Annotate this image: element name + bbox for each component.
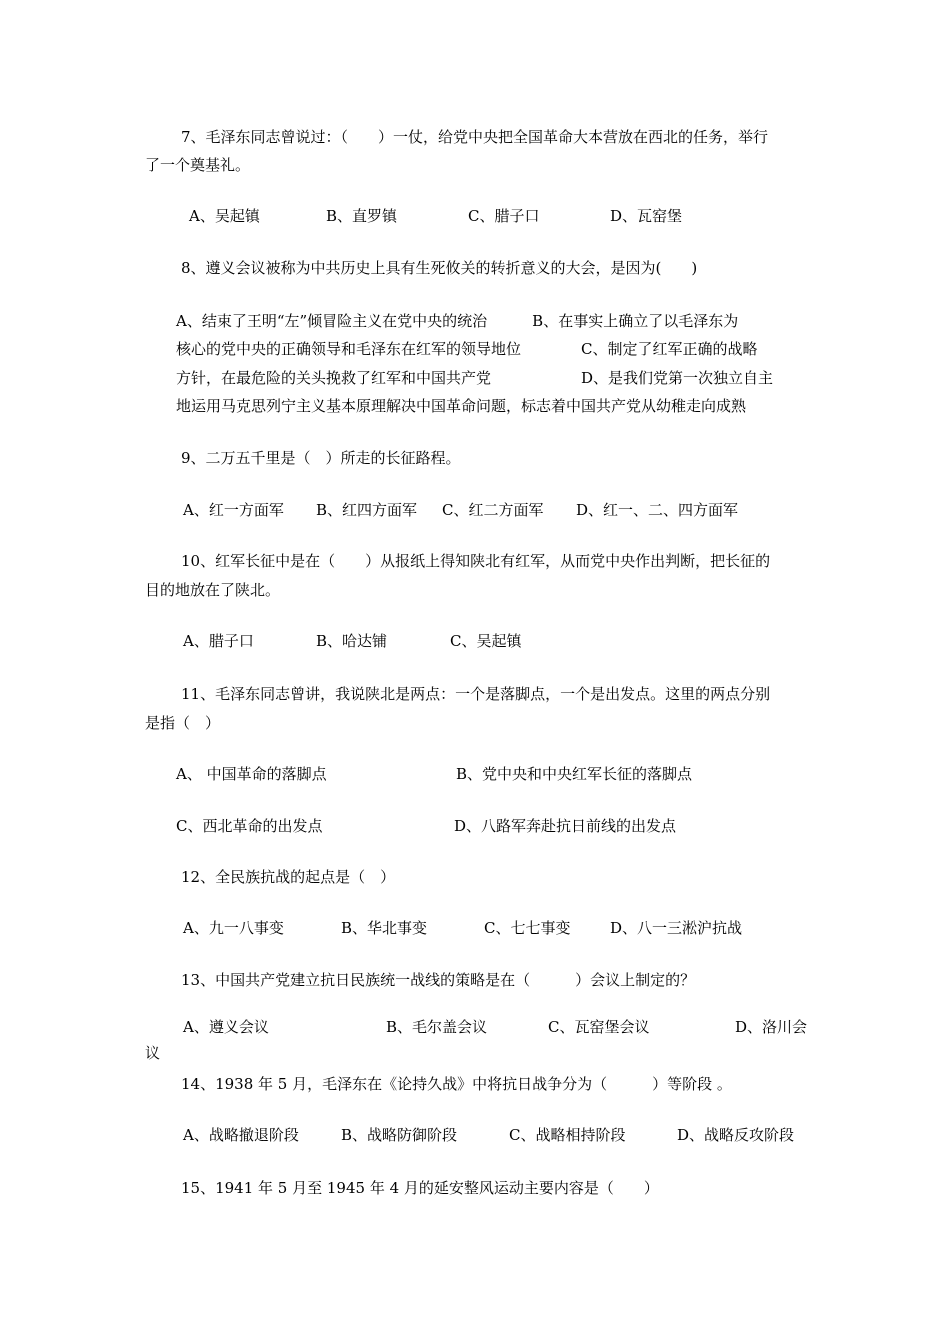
question-15-text: 15、1941 年 5 月至 1945 年 4 月的延安整风运动主要内容是（ ）: [181, 1179, 659, 1197]
question-8-option-line-4: 地运用马克思列宁主义基本原理解决中国革命问题，标志着中国共产党从幼稚走向成熟: [176, 397, 747, 415]
question-10-text: 10、红军长征中是在（ ）从报纸上得知陕北有红军，从而党中央作出判断，把长征的: [181, 552, 771, 570]
question-14-text: 14、1938 年 5 月，毛泽东在《论持久战》中将抗日战争分为（ ）等阶段 。: [181, 1075, 732, 1093]
question-7-option-c: C、腊子口: [468, 207, 540, 225]
question-7-option-a: A、吴起镇: [189, 207, 260, 225]
question-11-option-c: C、西北革命的出发点: [176, 817, 323, 835]
question-14-option-a: A、战略撤退阶段: [183, 1126, 299, 1144]
question-14-option-d: D、战略反攻阶段: [677, 1126, 795, 1144]
question-13-option-d: D、洛川会: [735, 1018, 808, 1036]
question-12-option-c: C、七七事变: [484, 919, 571, 937]
question-10-option-b: B、哈达铺: [316, 632, 388, 650]
question-9-option-a: A、红一方面军: [183, 501, 284, 519]
question-7-text: 7、毛泽东同志曾说过：（ ）一仗，给党中央把全国革命大本营放在西北的任务，举行: [181, 128, 769, 146]
question-10-option-a: A、腊子口: [183, 632, 254, 650]
question-13-option-b: B、毛尔盖会议: [386, 1018, 488, 1036]
question-11-text-cont: 是指（ ）: [145, 714, 221, 732]
question-12-option-d: D、八一三淞沪抗战: [610, 919, 743, 937]
question-7-option-d: D、瓦窑堡: [610, 207, 683, 225]
question-9-text: 9、二万五千里是（ ）所走的长征路程。: [181, 449, 461, 467]
question-13-option-c: C、瓦窑堡会议: [548, 1018, 650, 1036]
question-8-text: 8、遵义会议被称为中共历史上具有生死攸关的转折意义的大会，是因为( ): [181, 259, 698, 277]
question-14-option-c: C、战略相持阶段: [509, 1126, 626, 1144]
question-13-option-d-cont: 议: [145, 1044, 161, 1062]
question-8-option-line-2: 核心的党中央的正确领导和毛泽东在红军的领导地位 C、制定了红军正确的战略: [176, 340, 758, 358]
question-12-option-a: A、九一八事变: [183, 919, 284, 937]
question-9-option-b: B、红四方面军: [316, 501, 418, 519]
question-13-text: 13、中国共产党建立抗日民族统一战线的策略是在（ ）会议上制定的？: [181, 971, 696, 989]
question-11-option-a: A、 中国革命的落脚点: [176, 765, 327, 783]
question-9-option-c: C、红二方面军: [442, 501, 544, 519]
question-7-option-b: B、直罗镇: [326, 207, 398, 225]
question-7-text-cont: 了一个奠基礼。: [145, 156, 251, 174]
question-10-option-c: C、吴起镇: [450, 632, 522, 650]
question-13-option-a: A、遵义会议: [183, 1018, 269, 1036]
question-11-text: 11、毛泽东同志曾讲，我说陕北是两点：一个是落脚点，一个是出发点。这里的两点分别: [181, 685, 771, 703]
question-11-option-b: B、党中央和中央红军长征的落脚点: [456, 765, 693, 783]
question-9-option-d: D、红一、二、四方面军: [576, 501, 739, 519]
question-11-option-d: D、八路军奔赴抗日前线的出发点: [454, 817, 677, 835]
question-12-text: 12、全民族抗战的起点是（ ）: [181, 868, 396, 886]
question-14-option-b: B、战略防御阶段: [341, 1126, 458, 1144]
question-8-option-line-3: 方针，在最危险的关头挽救了红军和中国共产党 D、是我们党第一次独立自主: [176, 369, 774, 387]
question-12-option-b: B、华北事变: [341, 919, 428, 937]
question-8-option-line-1: A、结束了王明“左”倾冒险主义在党中央的统治 B、在事实上确立了以毛泽东为: [176, 312, 739, 330]
question-10-text-cont: 目的地放在了陕北。: [145, 581, 281, 599]
